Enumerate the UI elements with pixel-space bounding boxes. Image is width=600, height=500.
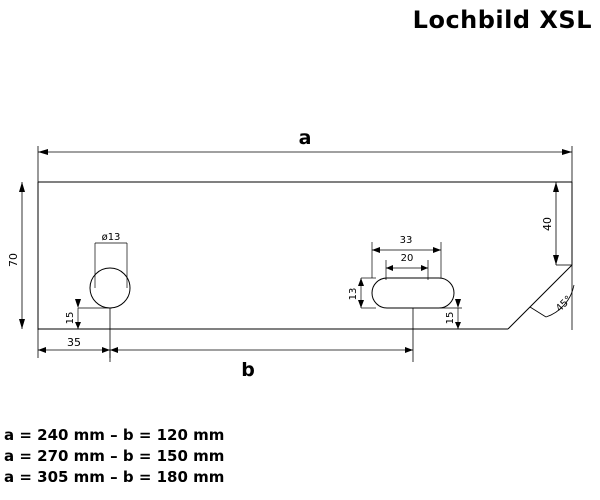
- dimension-a-label: a: [298, 127, 312, 149]
- dimension-33-label: 33: [399, 235, 413, 246]
- round-hole-diameter-label: ø13: [101, 232, 121, 243]
- dimension-15-left: [75, 299, 112, 329]
- dimension-13: [358, 278, 376, 308]
- legend-line-2: a = 270 mm – b = 150 mm: [4, 447, 225, 465]
- drawing-svg: [0, 110, 600, 400]
- dimension-35-label: 35: [67, 336, 81, 349]
- round-hole: [90, 268, 130, 308]
- dimension-b-label: b: [241, 359, 255, 381]
- dimension-70-label: 70: [7, 253, 20, 267]
- dimension-15-right-label: 15: [445, 311, 456, 325]
- lochbild-drawing: [0, 110, 600, 400]
- round-hole-dimension-lines: [95, 243, 127, 288]
- size-legend: [4, 425, 596, 488]
- page-title: Lochbild XSL: [412, 6, 592, 34]
- dimension-40-label: 40: [541, 217, 554, 231]
- legend-line-3: a = 305 mm – b = 180 mm: [4, 468, 225, 486]
- dimension-13-label: 13: [348, 287, 359, 301]
- angle-label: 45°: [554, 294, 575, 315]
- dimension-15-left-label: 15: [65, 311, 76, 325]
- part-outline: [38, 182, 575, 329]
- dimension-b: [110, 308, 413, 362]
- legend-line-1: a = 240 mm – b = 120 mm: [4, 426, 225, 444]
- dimension-40: [553, 182, 572, 265]
- slot-hole: [372, 278, 454, 308]
- dimension-20-label: 20: [400, 253, 414, 264]
